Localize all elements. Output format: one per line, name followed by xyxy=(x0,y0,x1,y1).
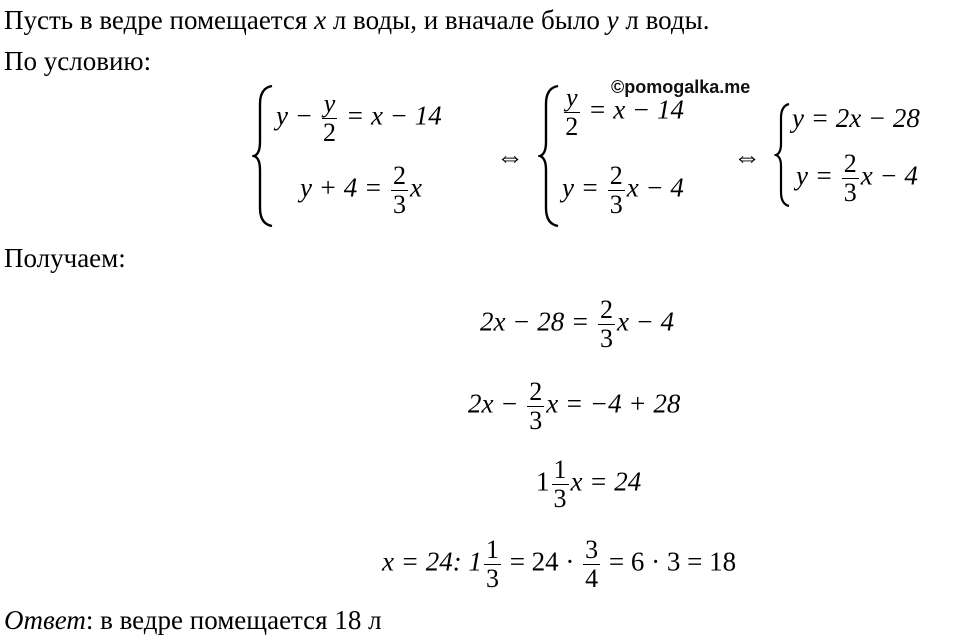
left-brace-3 xyxy=(774,102,792,208)
condition-label: По условию: xyxy=(4,46,152,76)
step1-lhs: 2x − 28 = xyxy=(480,306,596,337)
fraction xyxy=(322,90,338,147)
answer-text: : в ведре помещается 18 л xyxy=(85,605,382,635)
intro-part3: л воды. xyxy=(618,5,710,35)
frac-num: y xyxy=(566,83,578,112)
frac-num: 2 xyxy=(609,161,623,190)
answer-line xyxy=(4,604,382,636)
fraction xyxy=(608,162,625,219)
var-x: x xyxy=(314,5,327,35)
frac-den: 2 xyxy=(565,112,579,141)
frac-num: 2 xyxy=(529,377,543,406)
system3-eq2 xyxy=(796,150,918,207)
intro-line xyxy=(4,4,709,36)
frac-den: 3 xyxy=(529,406,543,435)
var-y: y xyxy=(606,5,619,35)
s1e2-rhs: x xyxy=(409,172,422,203)
watermark: ©pomogalka.me xyxy=(611,77,751,97)
fraction xyxy=(598,296,615,353)
frac-num: 1 xyxy=(553,455,567,484)
equiv-symbol-1: ⇔ xyxy=(496,142,524,173)
left-brace-2 xyxy=(538,84,562,228)
step1-rhs: x − 4 xyxy=(616,306,675,337)
s1e1-rhs: = x − 14 xyxy=(339,100,442,131)
frac-num: 2 xyxy=(843,149,857,178)
s3e2-lhs: y = xyxy=(796,160,840,191)
frac-num: 3 xyxy=(585,535,599,564)
fraction xyxy=(484,536,501,593)
frac-den: 2 xyxy=(322,118,336,147)
step4-mid: = 24 · xyxy=(502,546,582,577)
frac-num: 2 xyxy=(392,161,406,190)
frac-num: 2 xyxy=(599,295,613,324)
s2e1-rhs: = x − 14 xyxy=(581,94,684,125)
frac-den: 3 xyxy=(599,324,613,353)
s1e2-lhs: y + 4 = xyxy=(300,172,389,203)
fraction xyxy=(564,84,580,141)
frac-den: 3 xyxy=(843,178,857,207)
frac-num: 1 xyxy=(485,535,499,564)
step-1 xyxy=(480,296,674,353)
step2-lhs: 2x − xyxy=(468,388,526,419)
frac-num: y xyxy=(323,89,336,118)
left-brace-1 xyxy=(252,84,276,228)
system1-eq1 xyxy=(276,90,442,147)
step4-lhs: x = 24: 1 xyxy=(382,546,482,577)
fraction xyxy=(391,162,408,219)
step-2 xyxy=(468,378,680,435)
frac-den: 3 xyxy=(485,564,499,593)
system1-eq2 xyxy=(300,162,422,219)
step3-rhs: x = 24 xyxy=(570,466,642,497)
frac-den: 4 xyxy=(585,564,599,593)
system3-eq1: y = 2x − 28 xyxy=(792,103,920,133)
step4-rhs: = 6 · 3 = 18 xyxy=(602,546,737,577)
fraction xyxy=(552,456,569,513)
intro-part1: Пусть в ведре помещается xyxy=(4,5,315,35)
step2-rhs: x = −4 + 28 xyxy=(546,388,681,419)
intro-part2: л воды, и вначале было xyxy=(326,5,607,35)
system2-eq2 xyxy=(562,162,684,219)
fraction xyxy=(583,536,600,593)
step-4 xyxy=(382,536,736,593)
frac-den: 3 xyxy=(553,484,567,513)
s3e2-rhs: x − 4 xyxy=(860,160,918,191)
equiv-symbol-2: ⇔ xyxy=(733,142,761,173)
fraction xyxy=(527,378,544,435)
result-label: Получаем: xyxy=(4,243,126,273)
s1e1-lhs: y − xyxy=(276,100,320,131)
s2e2-lhs: y = xyxy=(562,172,606,203)
step-3 xyxy=(536,456,641,513)
frac-den: 3 xyxy=(609,190,623,219)
frac-den: 3 xyxy=(392,190,406,219)
answer-label: Ответ xyxy=(4,605,86,635)
fraction xyxy=(842,150,859,207)
system2-eq1 xyxy=(562,84,684,141)
s2e2-rhs: x − 4 xyxy=(626,172,684,203)
step3-whole: 1 xyxy=(536,466,550,497)
